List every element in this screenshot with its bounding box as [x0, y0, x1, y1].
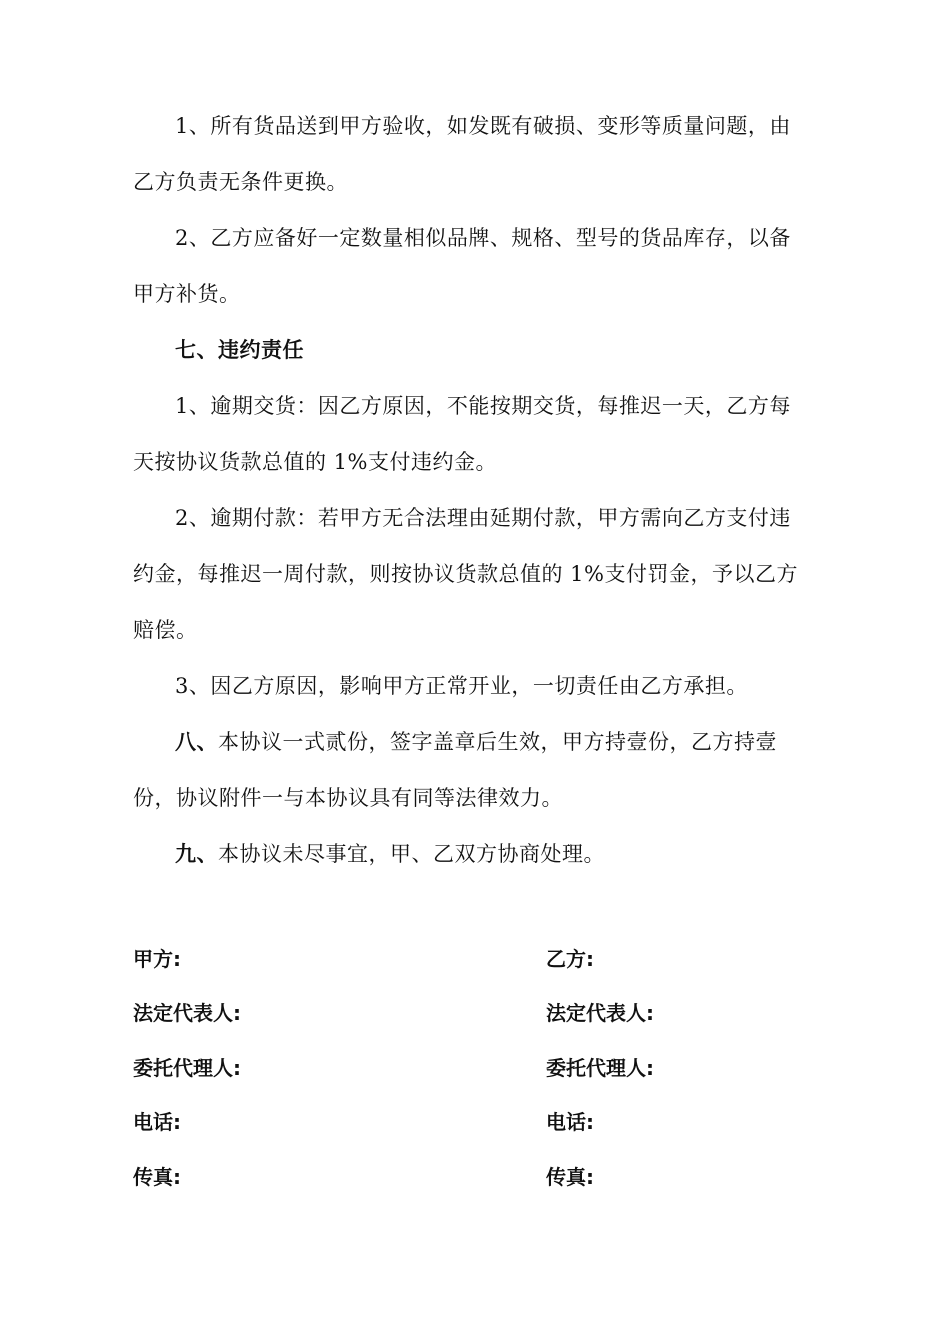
party-a-agent: 委托代理人:	[133, 1056, 241, 1080]
s8-line2: 份，协议附件一与本协议具有同等法律效力。	[133, 786, 563, 810]
party-b-phone: 电话:	[546, 1110, 594, 1134]
s7-item2-line1: 2、逾期付款：若甲方无合法理由延期付款，甲方需向乙方支付违	[175, 506, 791, 530]
s7-item3-line1: 3、因乙方原因，影响甲方正常开业，一切责任由乙方承担。	[175, 674, 748, 698]
s8-line1-text: 本协议一式贰份，签字盖章后生效，甲方持壹份，乙方持壹	[218, 730, 777, 754]
party-b-label: 乙方:	[546, 947, 594, 971]
party-a-legal-rep: 法定代表人:	[133, 1001, 241, 1025]
party-a-fax: 传真:	[133, 1165, 181, 1189]
s9-line1-text: 本协议未尽事宜，甲、乙双方协商处理。	[218, 842, 605, 866]
party-a-label: 甲方:	[133, 947, 181, 971]
s9-line1	[175, 840, 865, 868]
s7-item2-line3: 赔偿。	[133, 618, 198, 642]
party-b-legal-rep: 法定代表人:	[546, 1001, 654, 1025]
s7-item1-line1: 1、逾期交货：因乙方原因，不能按期交货，每推迟一天，乙方每	[175, 394, 791, 418]
party-a-phone: 电话:	[133, 1110, 181, 1134]
s7-item2-line2: 约金，每推迟一周付款，则按协议货款总值的 1%支付罚金，予以乙方	[133, 562, 798, 586]
party-b-agent: 委托代理人:	[546, 1056, 654, 1080]
s6-item2-line2: 甲方补货。	[133, 282, 241, 306]
s6-item1-line1: 1、所有货品送到甲方验收，如发既有破损、变形等质量问题，由	[175, 114, 791, 138]
s7-heading: 七、违约责任	[175, 338, 304, 362]
s6-item2-line1: 2、乙方应备好一定数量相似品牌、规格、型号的货品库存，以备	[175, 226, 791, 250]
s8-line1	[175, 728, 865, 756]
s6-item1-line2: 乙方负责无条件更换。	[133, 170, 348, 194]
s8-prefix: 八、	[175, 730, 218, 754]
s9-prefix: 九、	[175, 842, 218, 866]
s7-item1-line2: 天按协议货款总值的 1%支付违约金。	[133, 450, 497, 474]
party-b-fax: 传真:	[546, 1165, 594, 1189]
